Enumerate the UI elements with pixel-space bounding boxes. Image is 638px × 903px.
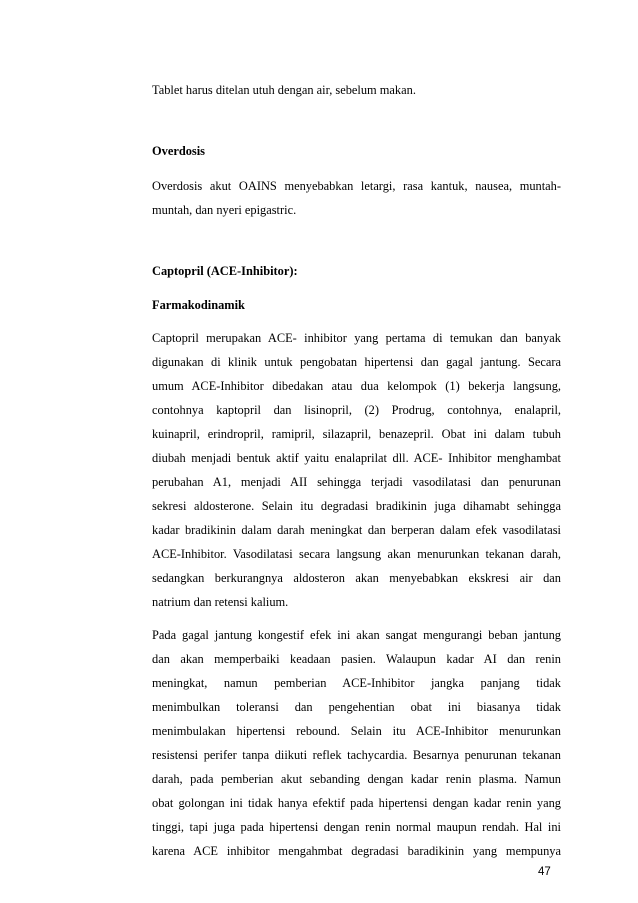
text-line: contohnya kaptopril dan lisinopril, (2) Prodrug, contohnya, enalapril, bbox=[152, 403, 561, 417]
text-line: perubahan A1, menjadi AII sehingga terjadi vasodilatasi dan penurunan bbox=[152, 475, 561, 489]
text-line: kuinapril, erindropril, ramipril, silazapril, benazepril. Obat ini dalam tubuh bbox=[152, 427, 561, 441]
text-line: kadar bradikinin dalam darah meningkat dan berperan dalam efek vasodilatasi bbox=[152, 523, 561, 537]
text-line: darah, pada pemberian akut sebanding dengan kadar renin plasma. Namun bbox=[152, 772, 561, 786]
text-line: Overdosis akut OAINS menyebabkan letargi, rasa kantuk, nausea, muntah- bbox=[152, 179, 561, 193]
text-line: sedangkan berkurangnya aldosteron akan menyebabkan ekskresi air dan bbox=[152, 571, 561, 585]
text-line: Captopril merupakan ACE- inhibitor yang pertama di temukan dan banyak bbox=[152, 331, 561, 345]
text-line: dan akan memperbaiki keadaan pasien. Walaupun kadar AI dan renin bbox=[152, 652, 561, 666]
text-line: ACE-Inhibitor. Vasodilatasi secara langsung akan menurunkan tekanan darah, bbox=[152, 547, 561, 561]
text-line: Tablet harus ditelan utuh dengan air, sebelum makan. bbox=[152, 83, 416, 97]
text-line: muntah, dan nyeri epigastric. bbox=[152, 203, 297, 217]
text-line: menimbulkan toleransi dan pengehentian obat ini biasanya tidak bbox=[152, 700, 561, 714]
text-line: karena ACE inhibitor mengahmbat degradasi baradikinin yang mempunya bbox=[152, 844, 561, 858]
text-line: sekresi aldosterone. Selain itu degradasi bradikinin juga dihamabt sehingga bbox=[152, 499, 561, 513]
heading-captopril: Captopril (ACE-Inhibitor): bbox=[152, 264, 298, 278]
text-line: meningkat, namun pemberian ACE-Inhibitor jangka panjang tidak bbox=[152, 676, 561, 690]
heading-overdosis: Overdosis bbox=[152, 144, 206, 158]
text-line: resistensi perifer tanpa diikuti reflek tachycardia. Besarnya penurunan tekanan bbox=[152, 748, 561, 762]
text-line: digunakan di klinik untuk pengobatan hipertensi dan gagal jantung. Secara bbox=[152, 355, 561, 369]
heading-farmakodinamik: Farmakodinamik bbox=[152, 298, 245, 312]
text-line: menimbulakan hipertensi rebound. Selain itu ACE-Inhibitor menurunkan bbox=[152, 724, 561, 738]
page-number: 47 bbox=[538, 866, 551, 878]
text-line: tinggi, tapi juga pada hipertensi dengan renin normal maupun rendah. Hal ini bbox=[152, 820, 561, 834]
text-line: umum ACE-Inhibitor dibedakan atau dua kelompok (1) bekerja langsung, bbox=[152, 379, 561, 393]
text-line: diubah menjadi bentuk aktif yaitu enalaprilat dll. ACE- Inhibitor menghambat bbox=[152, 451, 561, 465]
text-line: natrium dan retensi kalium. bbox=[152, 595, 289, 609]
text-line: Pada gagal jantung kongestif efek ini akan sangat mengurangi beban jantung bbox=[152, 628, 561, 642]
text-line: obat golongan ini tidak hanya efektif pada hipertensi dengan kadar renin yang bbox=[152, 796, 561, 810]
